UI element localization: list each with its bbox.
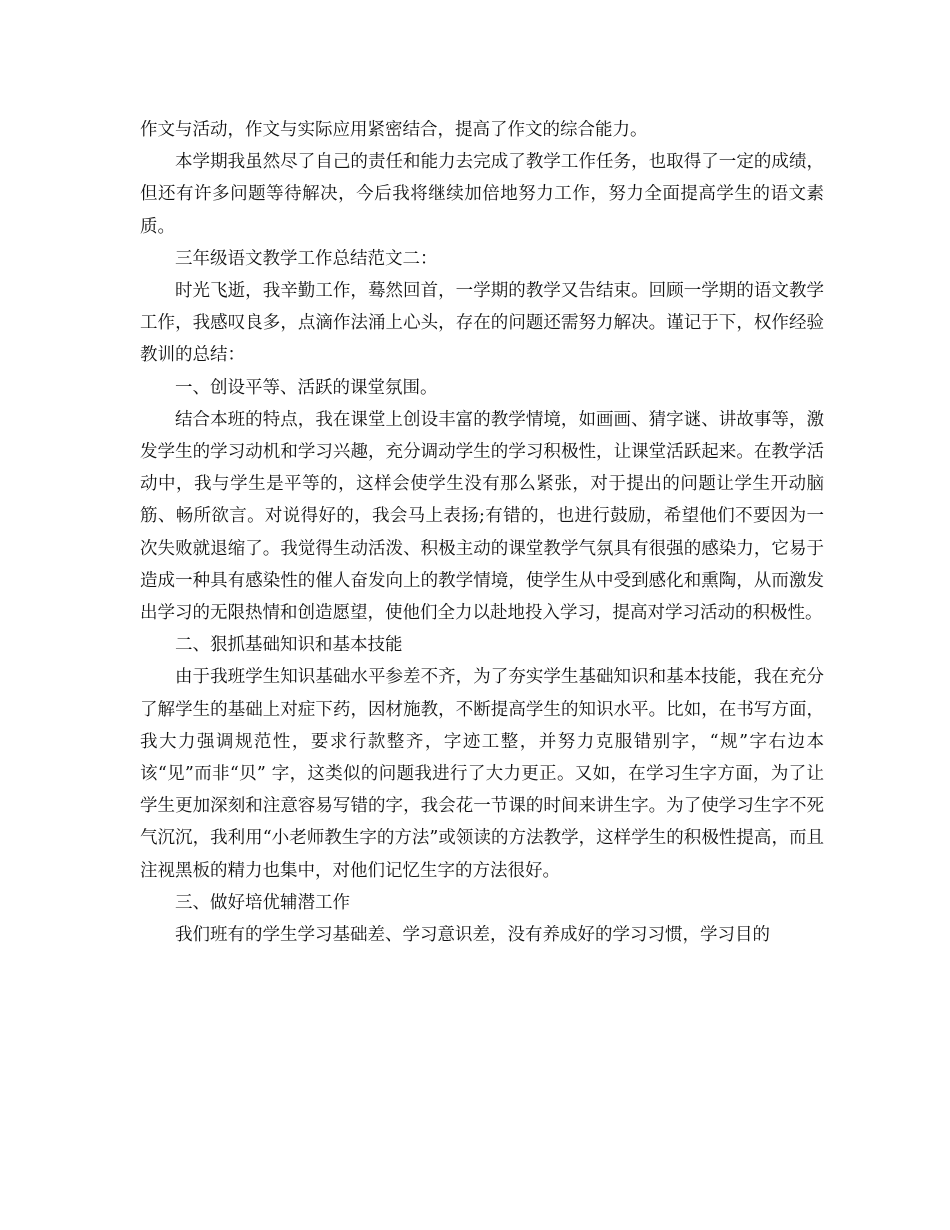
paragraph-continuation: 作文与活动，作文与实际应用紧密结合，提高了作文的综合能力。 — [140, 120, 648, 140]
section-title-sample-two: 三年级语文教学工作总结范文二： — [175, 248, 438, 269]
heading-classroom-atmosphere: 一、创设平等、活跃的课堂氛围。 — [175, 377, 438, 398]
paragraph-semester-reflection: 本学期我虽然尽了自己的责任和能力去完成了教学工作任务，也取得了一定的成绩，但还有许多问题等待解决，今后我将继续加倍地努力工作，努力全面提高学生的语文素质。 — [140, 152, 824, 237]
paragraph-tutoring: 我们班有的学生学习基础差、学习意识差，没有养成好的学习习惯，学习目的 — [175, 925, 770, 946]
paragraph-classroom-atmosphere: 结合本班的特点，我在课堂上创设丰富的教学情境，如画画、猜字谜、讲故事等，激发学生的学习动机和学习兴趣，充分调动学生的学习积极性，让课堂活跃起来。在教学活动中，我与学生是平等的，这样会使学生没有那么紧张，对于提出的问题让学生开动脑筋、畅所欲言。对说得好的，我会马上表扬;有错的，也进行鼓励，希望他们不要因为一次失败就退缩了。我觉得生动活泼、积极主动的课堂教学气氛具有很强的感染力，它易于造成一种具有感染性的催人奋发向上的教学情境，使学生从中受到感化和熏陶，从而激发出学习的无限热情和创造愿望，使他们全力以赴地投入学习，提高对学习活动的积极性。 — [140, 409, 824, 624]
document-body — [140, 114, 824, 951]
heading-basic-skills: 二、狠抓基础知识和基本技能 — [175, 635, 403, 656]
paragraph-basic-skills: 由于我班学生知识基础水平参差不齐，为了夯实学生基础知识和基本技能，我在充分了解学生的基础上对症下药，因材施教，不断提高学生的知识水平。比如，在书写方面，我大力强调规范性，要求行款整齐，字迹工整，并努力克服错别字，“规”字右边本该“见”而非“贝” 字，这类似的问题我进行了大力更正。又如，在学习生字方面，为了让学生更加深刻和注意容易写错的字，我会花一节课的时间来讲生字。为了使学习生字不死气沉沉，我利用“小老师教生字的方法”或领读的方法教学，这样学生的积极性提高，而且注视黑板的精力也集中，对他们记忆生字的方法很好。 — [140, 667, 824, 881]
heading-tutoring: 三、做好培优辅潜工作 — [175, 892, 350, 913]
paragraph-intro: 时光飞逝，我辛勤工作，蓦然回首，一学期的教学又告结束。回顾一学期的语文教学工作，我感叹良多，点滴作法涌上心头，存在的问题还需努力解决。谨记于下，权作经验教训的总结： — [140, 281, 824, 366]
